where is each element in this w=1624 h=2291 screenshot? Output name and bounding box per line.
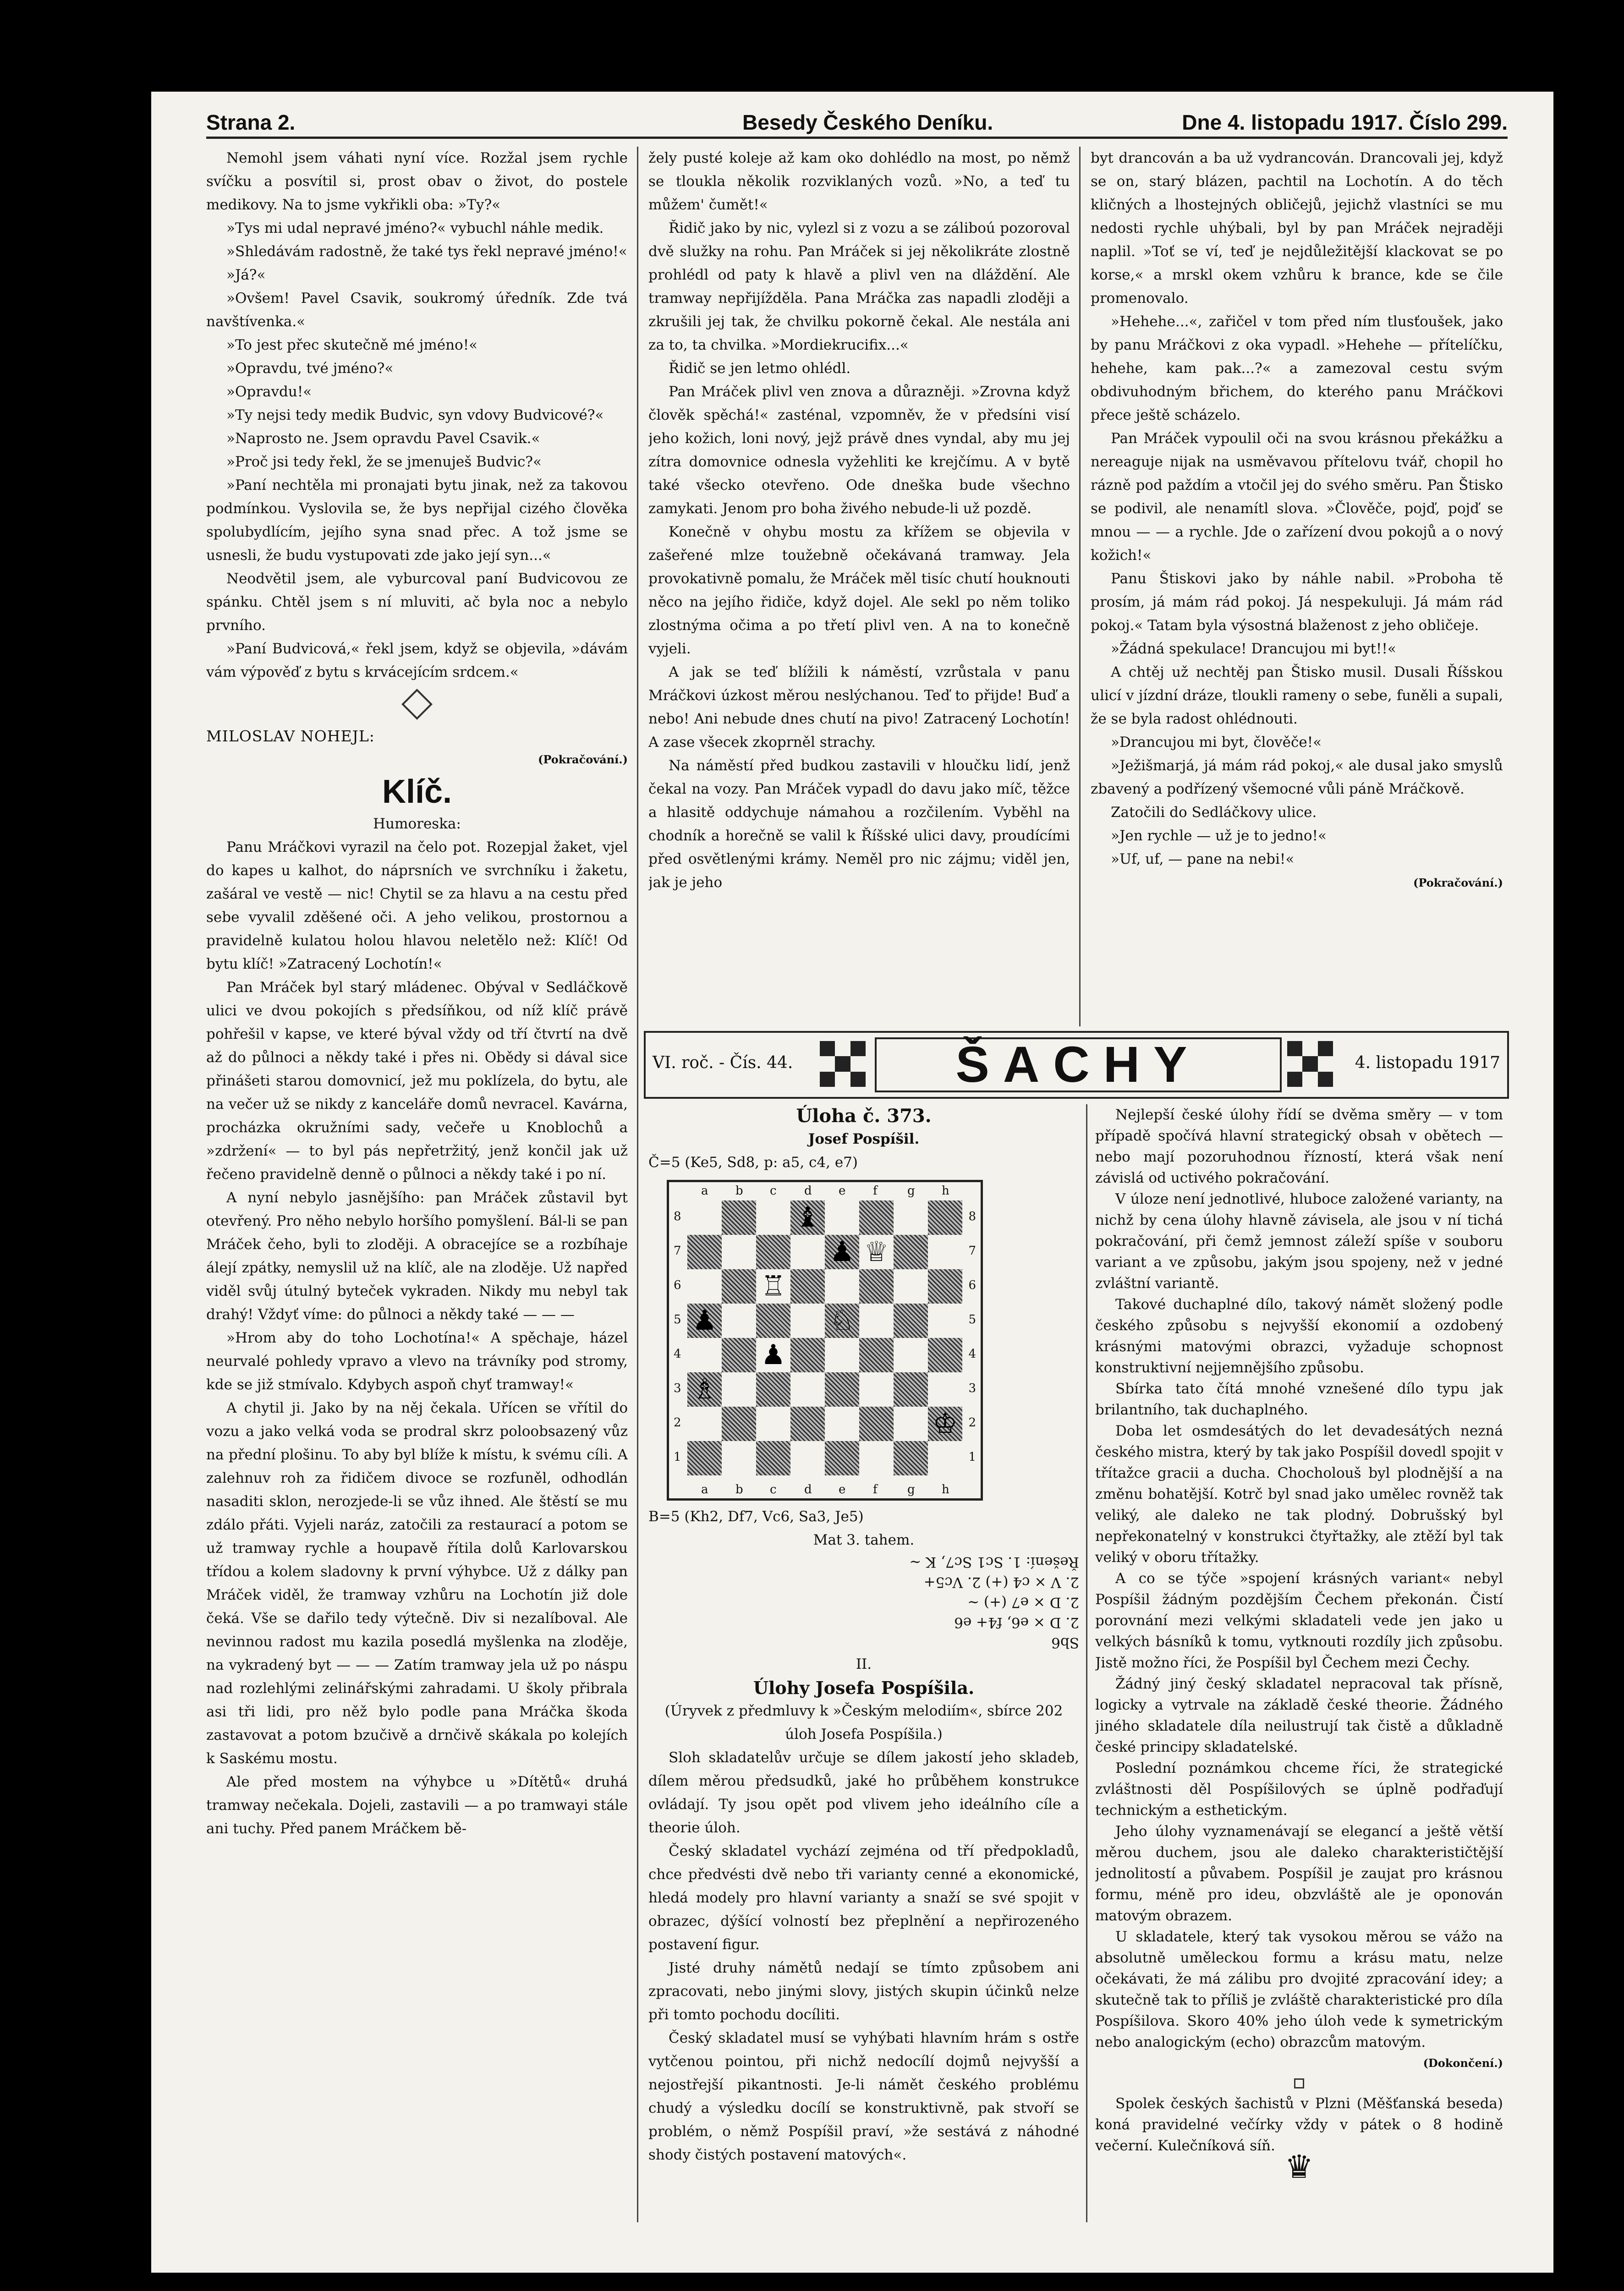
volume-number: VI. roč. - Čís. 44. bbox=[653, 1053, 793, 1072]
paragraph: Sloh skladatelův určuje se dílem jakostí jeho skladeb, dílem měrou předsudků, jaké ho průběhem konstrukce ovládají. Ty jsou opět pod vlivem jeho ideálního cíle a theorie úloh. bbox=[648, 1749, 1079, 1836]
paragraph: »Hrom aby do toho Lochotína!« A spěchaje, házel neurvalé pohledy vpravo a vlevo na trávníky pod stromy, kde se již stmívalo. Kdybych aspoň chyť tramway!« bbox=[206, 1330, 628, 1393]
solution-line: Řešení: 1. Sc1 Sc7, K ~ bbox=[909, 1554, 1079, 1570]
puzzle-author: Josef Pospíšil. bbox=[808, 1131, 920, 1147]
board-square bbox=[928, 1269, 962, 1304]
paragraph: Doba let osmdesátých do let devadesátých nezná českého mistra, který by tak jako Pospíšil dovedl spojit v třítažce gracii a ducha. Chocholouš byl plodnější a na změnu bohatější. Kotrč byl snad jako umělec rovněž tak veliký, ale daleko ne tak plodný. Dobrušský byl nepřekonatelný v konstrukci čtyřtažky, ale ztěží byl tak veliký v oboru třítažky. bbox=[1095, 1423, 1503, 1566]
chess-piece: ♘ bbox=[829, 1304, 855, 1337]
chess-piece: ♟ bbox=[829, 1236, 855, 1268]
paragraph: Poslední poznámkou chceme říci, že strategické zvláštnosti děl Pospíšilových se úplně podřaďují technickým a esthetickým. bbox=[1095, 1760, 1503, 1819]
board-square bbox=[825, 1407, 859, 1441]
board-square bbox=[722, 1235, 756, 1269]
solution-line: Sb6 bbox=[1051, 1634, 1079, 1651]
board-square bbox=[687, 1407, 722, 1441]
file-label: d bbox=[804, 1184, 812, 1198]
paragraph: A chytil ji. Jako by na něj čekala. Uřícen se vřítil do vozu a jako velká voda se prodral skrz poloobsazený vůz na přední plošinu. To aby byl blíže k místu, k svému cíli. A zalehnuv roh za řidičem divoce se rozfuněl, odhodlán nasaditi sklon, nerozjede-li se vůz ihned. Ale štěstí se mu zdálo přáti. Vyjeli naráz, zatočili za restaurací a potom se už tramway rychle a houpavě řítila dolů Karlovarskou třídou a kolem sladovny k první výhybce. Už z dálky pan Mráček viděl, že tramway vzhůru na Lochotín již dole čeká. Vše se dařilo tedy výtečně. Div si nezalíboval. Ale nevinnou radost mu kazila posedlá myšlenka na zloděje, na vykradený byt — — — Zatím tramway jela už po náspu nad rozlehlými zelinářskými zahradami. U školy přibrala asi tři lidi, pro něž bylo podle pana Mráčka škoda zastavovat a potom bzučivě a drnčivě skákala po kolejích k Saskému mostu. bbox=[206, 1400, 628, 1767]
board-square bbox=[790, 1269, 825, 1304]
board-square bbox=[756, 1235, 790, 1269]
paragraph: Takové duchaplné dílo, takový námět složený podle českého způsobu s nejvyšší ekonomií a ozdobený krásnými matovými obrazci, vyžaduje schopnost konstruktivní nejjemnějšího způsobu. bbox=[1095, 1296, 1503, 1376]
board-square bbox=[859, 1441, 894, 1475]
rank-label: 3 bbox=[968, 1381, 976, 1395]
board-square bbox=[756, 1441, 790, 1475]
page-header bbox=[206, 110, 1508, 137]
solution-line: 2. D × e6, f4+ e6 bbox=[954, 1614, 1079, 1631]
rank-label: 1 bbox=[968, 1450, 976, 1464]
section-ornament bbox=[401, 689, 433, 720]
rank-label: 6 bbox=[968, 1278, 976, 1292]
paragraph: »Uf, uf, — pane na nebi!« bbox=[1111, 851, 1295, 867]
board-square bbox=[790, 1407, 825, 1441]
concluded-note: (Dokončení.) bbox=[1423, 2056, 1503, 2070]
file-label: h bbox=[942, 1483, 949, 1496]
board-square bbox=[790, 1372, 825, 1407]
story-title: Klíč. bbox=[382, 773, 452, 810]
paragraph: A chtěj už nechtěj pan Štisko musil. Dusali Říšskou ulicí v jízdní dráze, tloukli rameny o sebe, funěli a supali, že se byla radost ohlédnouti. bbox=[1091, 664, 1503, 727]
file-label: f bbox=[873, 1184, 878, 1198]
board-square bbox=[756, 1200, 790, 1235]
file-label: e bbox=[839, 1483, 846, 1496]
paragraph: »Tys mi udal nepravé jméno?« vybuchl náhle medik. bbox=[226, 220, 604, 236]
board-square bbox=[928, 1372, 962, 1407]
board-square bbox=[722, 1200, 756, 1235]
board-square bbox=[722, 1441, 756, 1475]
board-square bbox=[894, 1441, 928, 1475]
board-square bbox=[928, 1200, 962, 1235]
paragraph: Pan Mráček vypoulil oči na svou krásnou překážku a nereaguje nijak na usměvavou přítelovu tvář, chopil ho rázně pod paždím a vtočil jej do svého směru. Pan Štisko se podivil, ale nenamítl slova. »Člověče, pojď, pojď se mnou — — a rychle. Jde o zařízení dvou pokojů a o nový kožich!« bbox=[1091, 430, 1503, 564]
checker-ornament bbox=[820, 1041, 866, 1087]
chess-section-banner bbox=[644, 1031, 1509, 1099]
file-label: a bbox=[701, 1184, 708, 1198]
rank-label: 7 bbox=[968, 1244, 976, 1258]
rank-label: 4 bbox=[968, 1347, 976, 1361]
chess-piece: ♝ bbox=[795, 1201, 820, 1233]
column-2 bbox=[648, 147, 1070, 1026]
newspaper-page bbox=[151, 92, 1553, 2273]
paragraph: »Opravdu, tvé jméno?« bbox=[226, 360, 394, 377]
paragraph: Zatočili do Sedláčkovy ulice. bbox=[1111, 804, 1317, 821]
chess-piece: ♖ bbox=[761, 1270, 786, 1302]
paragraph: Český skladatel vychází zejména od tří předpokladů, chce předvésti dvě nebo tři varianty cenné a ekonomické, hledá modely pro hlavní varianty a snaží se své spojit v obrazec, dýšící volností bez přeplnění a nepřirozeného postavení figur. bbox=[648, 1843, 1079, 1953]
chess-piece: ♗ bbox=[692, 1373, 717, 1405]
paragraph: V úloze není jednotlivé, hluboce založené varianty, na nichž by cena úlohy hlavně závisela, ale jsou v ní tichá pokračování, při čemž jemnost záleží spíše v souboru variant a ve způsobu, jakým jsou spojeny, než v jedné zvláštní variantě. bbox=[1095, 1191, 1503, 1292]
solution-line: 2. D × e7 (+) ~ bbox=[967, 1594, 1079, 1611]
club-notice: Spolek českých šachistů v Plzni (Měšťanská beseda) koná pravidelné večírky vždy v pátek o 8 hodině večerní. Kulečníková síň. bbox=[1095, 2095, 1503, 2154]
board-square bbox=[722, 1338, 756, 1372]
chess-piece: ♟ bbox=[692, 1304, 717, 1337]
continued-note: (Pokračování.) bbox=[538, 753, 628, 766]
column-divider bbox=[1079, 147, 1081, 1026]
board-square bbox=[790, 1235, 825, 1269]
column-1 bbox=[206, 147, 628, 2222]
board-square bbox=[825, 1441, 859, 1475]
paragraph: byt drancován a ba už vydrancován. Drancovali jej, když se on, starý blázen, pachtil na Lochotín. A do těch kličných a lhostejných obličejů, jejichž vlastníci se mu nedosti rychle uhýbali, byl by pan Mráček nejraději naplil. »Toť se ví, teď je nejdůležitější klackovat se po korse,« a mrskl okem vzhůru k brance, kde se čile promenovalo. bbox=[1091, 150, 1503, 307]
paragraph: Žádný jiný český skladatel nepracoval tak přísně, logicky a vytrvale na základě české theorie. Žádného jiného skladatele díla neilustrují tak čistě a důkladně české principy skladatelské. bbox=[1095, 1676, 1503, 1755]
board-square bbox=[687, 1338, 722, 1372]
paragraph: Neodvětil jsem, ale vyburcoval paní Budvicovou ze spánku. Chtěl jsem s ní mluviti, ač byla noc a nebylo prvního. bbox=[206, 570, 628, 634]
paragraph: »Ty nejsi tedy medik Budvic, syn vdovy Budvicové?« bbox=[226, 407, 604, 423]
board-square bbox=[859, 1372, 894, 1407]
paragraph: »Proč jsi tedy řekl, že se jmenuješ Budvic?« bbox=[226, 454, 542, 470]
paragraph: A jak se teď blížili k náměstí, vzrůstala v panu Mráčkovi úzkost měrou neslýchanou. Teď to přijde! Buď a nebo! Ani nebude dnes chutí na pivo! Zatracený Lochotín! A zase všecek zkoprněl strachy. bbox=[648, 664, 1070, 751]
solution-inverted bbox=[648, 1552, 1079, 1653]
board-square bbox=[687, 1200, 722, 1235]
file-label: b bbox=[735, 1184, 743, 1198]
board-square bbox=[687, 1235, 722, 1269]
paragraph: Jeho úlohy vyznamenávají se elegancí a ještě větší měrou duchem, jsou ale daleko charakterističtější jednolitostí a půvabem. Pospíšil je zaujat pro krásnou formu, méně pro ideu, obzvláště ale je oponován matovým obrazem. bbox=[1095, 1823, 1503, 1924]
chess-piece: ♔ bbox=[933, 1408, 958, 1440]
rank-label: 2 bbox=[968, 1416, 976, 1430]
paragraph: »Drancujou mi byt, člověče!« bbox=[1111, 734, 1322, 751]
rank-label: 5 bbox=[968, 1313, 976, 1326]
rank-label: 8 bbox=[968, 1210, 976, 1223]
paragraph: »Ježišmarjá, já mám rád pokoj,« ale dusal jako smyslů zbavený a podřízený všemocné vůli páně Mráčkově. bbox=[1091, 757, 1503, 797]
rank-label: 1 bbox=[674, 1450, 681, 1464]
board-square bbox=[756, 1304, 790, 1338]
file-label: d bbox=[804, 1483, 812, 1496]
file-label: b bbox=[735, 1483, 743, 1496]
board-square bbox=[790, 1338, 825, 1372]
board-square bbox=[756, 1372, 790, 1407]
paragraph: Na náměstí před budkou zastavili v hloučku lidí, jenž čekal na vozy. Pan Mráček vypadl do davu jako míč, těžce a hlasitě oddychuje námahou a rozčilením. Vyběhl na chodník a horečně se valil k Říšské ulici davy, proudícími před osvětlenými krámy. Neměl pro nic zájmu; viděl jen, jak je jeho bbox=[648, 757, 1070, 891]
board-square bbox=[928, 1338, 962, 1372]
file-label: g bbox=[907, 1184, 915, 1198]
story-subtitle: Humoreska: bbox=[373, 816, 461, 832]
paragraph: Nemohl jsem váhati nyní více. Rozžal jsem rychle svíčku a posvítil si, prost obav o život, do postele medikovy. Na to jsme vykřikli oba: »Ty?« bbox=[206, 150, 628, 213]
paragraph: Konečně v ohybu mostu za křížem se objevila v zašeřené mlze toužebně očekávaná tramway. Jela provokativně pomalu, že Mráček měl tisíc chutí houknouti něco na jejího řidiče, když dojel. Ale sekl po něm toliko zlostnýma očima a po třetí plivl ven. A na to konečně vyjeli. bbox=[648, 524, 1070, 657]
solution-line: 2. V × c4 (+) 2. Vc5+ bbox=[923, 1574, 1079, 1590]
chess-column-right bbox=[1095, 1104, 1503, 2222]
rank-label: 4 bbox=[674, 1347, 681, 1361]
paragraph: Řidič jako by nic, vylezl si z vozu a se záliboú pozoroval dvě služky na rohu. Pan Mráček si jej několikráte zlostně prohlédl od paty k hlavě a plivl ven na dláždění. Ale tramway nepřijížděla. Pana Mráčka zas napadli zloději a zkrušili jej tak, že chvilku pokorně čekal. Ale nestála ani za to, ta chvilka. »Mordiekrucifix...« bbox=[648, 220, 1070, 353]
board-square bbox=[894, 1269, 928, 1304]
file-label: c bbox=[770, 1184, 777, 1198]
board-square bbox=[825, 1338, 859, 1372]
header-rule bbox=[206, 137, 1508, 139]
board-square bbox=[928, 1441, 962, 1475]
board-square bbox=[790, 1304, 825, 1338]
rank-label: 6 bbox=[674, 1278, 681, 1292]
paragraph: U skladatele, který tak vysokou měrou se vážo na absolutně uměleckou formu a krásu matu, nelze očekávati, že má zálibu pro dvojité zpracování idey; a skutečně tak to příliš je zvláště charakteristické pro díla Pospíšilova. Skoro 40% jeho úloh vede k symetrickým nebo analogickým (echo) obrazcům matovým. bbox=[1095, 1929, 1503, 2050]
chess-piece: ♕ bbox=[864, 1236, 889, 1268]
paragraph: »To jest přec skutečně mé jméno!« bbox=[226, 337, 478, 353]
paragraph: Sbírka tato čítá mnohé vznešené dílo typu jak brilantního, tak duchaplného. bbox=[1095, 1381, 1503, 1418]
paragraph: »Shledávám radostně, že také tys řekl nepravé jméno!« bbox=[226, 243, 627, 260]
paragraph: »Naprosto ne. Jsem opravdu Pavel Csavik.« bbox=[226, 430, 540, 447]
paragraph: Ale před mostem na výhybce u »Dítětů« druhá tramway nečekala. Dojeli, zastavili — a po tramwayi stále ani tuchy. Před panem Mráčkem bě- bbox=[206, 1774, 628, 1837]
essay-number: II. bbox=[856, 1656, 872, 1672]
board-square bbox=[928, 1235, 962, 1269]
column-3 bbox=[1091, 147, 1503, 1026]
board-square bbox=[894, 1372, 928, 1407]
paragraph: Jisté druhy námětů nedají se tímto způsobem ani zpracovati, nebo jinými slovy, jistých skupin účinků nelze při tomto pochodu docíliti. bbox=[648, 1960, 1079, 2023]
paragraph: Český skladatel musí se vyhýbati hlavním hrám s ostře vytčenou pointou, při nichž nedocílí dojmů nejvyšší a nejostřejší pikantnosti. Je-li námět českého problému chudý a výsledku docílí se konstruktivně, pak stvoří se problém, o němž Pospíšil praví, »že sestává z náhodné shody čistých postavení matových«. bbox=[648, 2030, 1079, 2163]
white-pieces: B=5 (Kh2, Df7, Vc6, Sa3, Je5) bbox=[648, 1508, 864, 1525]
puzzle-title: Úloha č. 373. bbox=[796, 1105, 932, 1127]
board-square bbox=[894, 1235, 928, 1269]
board-square bbox=[756, 1407, 790, 1441]
essay-subtitle: (Úryvek z předmluvy k »Českým melodiím«, sbírce 202 úloh Josefa Pospíšila.) bbox=[664, 1703, 1063, 1743]
board-square bbox=[722, 1372, 756, 1407]
file-label: c bbox=[770, 1483, 777, 1496]
rank-label: 7 bbox=[674, 1244, 681, 1258]
paragraph: Nejlepší české úlohy řídí se dvěma směry — v tom případě spočívá hlavní strategický obsah v obětech — nebo mají pozoruhodnou řízností, která však není závislá od uctivého pokračování. bbox=[1095, 1107, 1503, 1186]
board-square bbox=[859, 1269, 894, 1304]
paragraph: »Hehehe...«, zařičel v tom před ním tlusťoušek, jako by panu Mráčkovi z oka vypadl. »Hehehe — přítelíčku, hehehe, kam pak...?« a zamezoval cestu svým obdivuhodným břichem, do kterého panu Mráčkovi přece ještě scházelo. bbox=[1091, 313, 1503, 423]
board-square bbox=[722, 1304, 756, 1338]
board-square bbox=[859, 1338, 894, 1372]
paragraph: žely pusté koleje až kam oko dohlédlo na most, po němž se tloukla několik rozviklaných vozů. »No, a teď tu můžem' čumět!« bbox=[648, 150, 1070, 213]
paragraph: A co se týče »spojení krásných variant« nebyl Pospíšil žádným pozdějším Čechem překonán. Čistí porovnání mezi velkými skladateli vede jen jako u velkých básníků k tomu, vytknouti rozdíly jich způsobu. Jistě možno říci, že Pospíšil byl Čechem mezi Čechy. bbox=[1095, 1570, 1503, 1671]
paragraph: »Žádná spekulace! Drancujou mi byt!!« bbox=[1111, 641, 1396, 657]
rank-label: 8 bbox=[674, 1210, 681, 1223]
paragraph: Řidič se jen letmo ohlédl. bbox=[669, 360, 851, 377]
board-square bbox=[722, 1407, 756, 1441]
paragraph: »Opravdu!« bbox=[226, 384, 312, 400]
issue-date: Dne 4. listopadu 1917. Číslo 299. bbox=[1182, 110, 1508, 134]
board-square bbox=[928, 1304, 962, 1338]
small-ornament bbox=[1294, 2078, 1304, 2088]
board-square bbox=[894, 1200, 928, 1235]
board-square bbox=[790, 1441, 825, 1475]
paragraph: Panu Štiskovi jako by náhle nabil. »Proboha tě prosím, já mám rád pokoj. Já nespekuluji. Já mám rád pokoj.« Tatam byla výsostná blaženost z jeho obličeje. bbox=[1091, 570, 1503, 634]
paragraph: »Jen rychle — už je to jedno!« bbox=[1111, 828, 1327, 844]
paragraph: »Já?« bbox=[226, 267, 266, 283]
board-square bbox=[825, 1269, 859, 1304]
paragraph: Pan Mráček byl starý mládenec. Obýval v Sedláčkově ulici ve dvou pokojích s předsíňkou, od níž klíč právě pohřešil v kapse, ve které býval vždy od tří čtvrtí na dvě až do půlnoci a někdy také i přes ni. Obědy si dával sice přinášeti starou domovnicí, jež mu poklízela, do bytu, ale na večer už se nikdy z kanceláře domů nevracel. Kavárna, procházka okružními sady, večeře u Knoblochů a »zdržení« — to byl pás nepřetržitý, jenž končil jak už řečeno pravidelně denně o půlnoci a někdy také i po ní. bbox=[206, 979, 628, 1183]
board-square bbox=[894, 1407, 928, 1441]
board-square bbox=[859, 1407, 894, 1441]
column-divider bbox=[1086, 1104, 1087, 2222]
essay-title: Úlohy Josefa Pospíšila. bbox=[753, 1677, 975, 1698]
mate-instruction: Mat 3. tahem. bbox=[813, 1532, 915, 1548]
board-square bbox=[894, 1304, 928, 1338]
paragraph: Panu Mráčkovi vyrazil na čelo pot. Rozepjal žaket, vjel do kapes u kalhot, do náprsních ve svrchníku i žaketu, zašáral ve vestě — nic! Chytil se za hlavu a na cestu před sebe vyvalil zděšené oči. A jeho velikou, prostornou a pravidelně kulatou holou hlavou neletělo než: Klíč! Od bytu klíč! »Zatracený Lochotín!« bbox=[206, 839, 628, 972]
checker-ornament bbox=[1287, 1041, 1333, 1087]
chess-heading: ŠACHY bbox=[875, 1037, 1282, 1092]
publication-title: Besedy Českého Deníku. bbox=[742, 110, 993, 134]
chess-piece: ♟ bbox=[761, 1339, 786, 1371]
rank-label: 3 bbox=[674, 1381, 681, 1395]
banner-date: 4. listopadu 1917 bbox=[1355, 1053, 1500, 1072]
file-label: g bbox=[907, 1483, 915, 1496]
black-pieces: Č=5 (Ke5, Sd8, p: a5, c4, e7) bbox=[648, 1154, 858, 1171]
column-divider bbox=[637, 147, 638, 2222]
paragraph: Pan Mráček plivl ven znova a důrazněji. »Zrovna když člověk spěchá!« zasténal, vzpomněv, že v předsíni visí jeho kožich, loni nový, jejž právě dnes vyndal, aby mu jej zítra domovnice odnesla vyžehliti ke krejčímu. A v bytě také všecko otevřeno. Ode dneška bude všechno zamykati. Jenom pro boha živého nebude-li už pozdě. bbox=[648, 384, 1070, 517]
paragraph: »Paní Budvicová,« řekl jsem, když se objevila, »dávám vám výpověď z bytu s krvácejícím srdcem.« bbox=[206, 641, 628, 680]
page-number: Strana 2. bbox=[206, 110, 296, 134]
file-label: a bbox=[701, 1483, 708, 1496]
chess-column-left-lower bbox=[648, 1505, 1079, 2225]
file-label: h bbox=[942, 1184, 949, 1198]
board-square bbox=[687, 1269, 722, 1304]
board-square bbox=[825, 1372, 859, 1407]
file-label: e bbox=[839, 1184, 846, 1198]
story-author: MILOSLAV NOHEJL: bbox=[206, 727, 375, 745]
crown-icon: ♛ bbox=[1284, 2148, 1314, 2186]
board-square bbox=[859, 1200, 894, 1235]
board-square bbox=[859, 1304, 894, 1338]
board-square bbox=[825, 1200, 859, 1235]
board-square bbox=[722, 1269, 756, 1304]
rank-label: 2 bbox=[674, 1416, 681, 1430]
chess-board bbox=[667, 1180, 983, 1501]
paragraph: »Ovšem! Pavel Csavik, soukromý úředník. Zde tvá navštívenka.« bbox=[206, 290, 628, 330]
file-label: f bbox=[873, 1483, 878, 1496]
board-square bbox=[894, 1338, 928, 1372]
board-square bbox=[687, 1441, 722, 1475]
paragraph: A nyní nebylo jasnějšího: pan Mráček zůstavil byt otevřený. Pro něho nebylo horšího pomyšlení. Bál-li se pan Mráček čeho, byli to zloději. A obracejíce se a rozbíhaje álejí zpátky, nemyslil už na klíč, ale na zloděje. Už napřed viděl svůj útulný byteček vykraden. Nikdy mu nebyl tak drahý! Vždyť víme: do půlnoci a někdy také — — — bbox=[206, 1189, 628, 1323]
paragraph: »Paní nechtěla mi pronajati bytu jinak, než za takovou podmínkou. Vyslovila se, že bys nepřijal cizého člověka spolubydlícím, jejího syna snad přec. A tož jsme se usnesli, že budu vystupovati zde jako její syn...« bbox=[206, 477, 628, 564]
rank-label: 5 bbox=[674, 1313, 681, 1326]
continued-note: (Pokračování.) bbox=[1413, 876, 1503, 889]
